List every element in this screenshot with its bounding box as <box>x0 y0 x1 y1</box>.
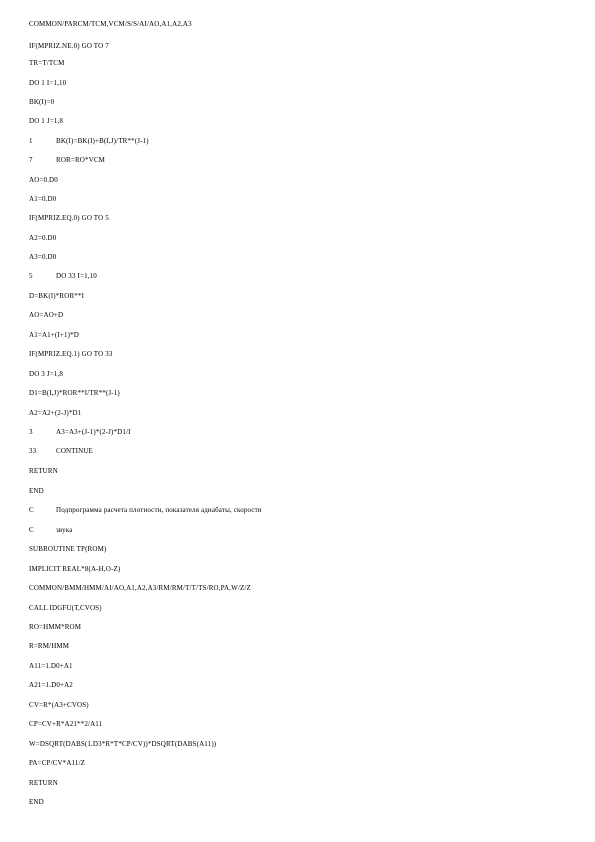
statement-label: 3 <box>29 428 33 436</box>
code-line <box>29 214 109 223</box>
code-text: COMMON/BMM/HMM/AI/AO,A1,A2,A3/RM/RM/T/T/TS/RO,PA,W/Z/Z <box>29 584 251 592</box>
code-line <box>29 331 79 340</box>
code-text: D=BK(I)*ROR**I <box>29 292 85 300</box>
code-line <box>29 467 58 476</box>
code-text: IF(MPRIZ.EQ.0) GO TO 5 <box>29 214 109 222</box>
code-line <box>29 642 69 651</box>
code-line <box>29 662 73 671</box>
code-text: CV=R*(A3+CVOS) <box>29 701 89 709</box>
code-line <box>29 350 113 359</box>
code-text: A3=A3+(J-1)*(2-J)*D1/I <box>56 428 131 436</box>
code-text: SUBROUTINE TP(ROM) <box>29 545 107 553</box>
code-text: ROR=RO*VCM <box>56 156 106 164</box>
statement-label: 7 <box>29 156 33 164</box>
code-line <box>29 681 73 690</box>
code-text: звука <box>56 526 73 534</box>
statement-label: 1 <box>29 137 33 145</box>
code-text: COMMON/PARCM/TCM,VCM/S/S/AI/AO,A1,A2,A3 <box>29 20 192 28</box>
code-text: TR=T/TCM <box>29 59 65 67</box>
code-text: Подпрограмма расчета плотности, показателя адиабаты, скорости <box>56 506 262 514</box>
code-line <box>29 526 72 535</box>
code-text: A2=0.D0 <box>29 234 57 242</box>
statement-label: 33 <box>29 447 37 455</box>
code-line <box>29 292 84 301</box>
code-line <box>29 779 58 788</box>
code-line <box>29 176 58 185</box>
code-line <box>29 545 106 554</box>
statement-label: 5 <box>29 272 33 280</box>
code-text: R=RM/HMM <box>29 642 70 650</box>
code-text: CONTINUE <box>56 447 93 455</box>
code-line <box>29 720 102 729</box>
code-line <box>29 701 89 710</box>
code-line <box>29 370 63 379</box>
code-line <box>29 42 109 51</box>
code-text: CP=CV+R*A21**2/A11 <box>29 720 103 728</box>
code-line <box>29 409 81 418</box>
code-line <box>29 428 131 437</box>
code-line <box>29 584 251 593</box>
code-line <box>29 389 120 398</box>
code-line <box>29 447 93 456</box>
code-line <box>29 234 56 243</box>
code-line <box>29 98 54 107</box>
code-text: A3=0.D0 <box>29 253 57 261</box>
code-line <box>29 740 216 749</box>
code-text: DO 1 J=1,8 <box>29 117 64 125</box>
code-text: BK(I)=0 <box>29 98 55 106</box>
code-line <box>29 506 262 515</box>
code-text: IF(MPRIZ.EQ.1) GO TO 33 <box>29 350 113 358</box>
code-line <box>29 272 97 281</box>
code-line <box>29 253 56 262</box>
code-line <box>29 79 66 88</box>
code-text: CALL IDGFU(T,CVOS) <box>29 604 102 612</box>
code-text: IMPLICIT REAL*8(A-H,O-Z) <box>29 565 121 573</box>
code-text: END <box>29 798 44 806</box>
code-text: RETURN <box>29 467 58 475</box>
code-text: RO=HMM*ROM <box>29 623 82 631</box>
code-line <box>29 798 44 807</box>
code-line <box>29 156 105 165</box>
code-text: A1=0.D0 <box>29 195 57 203</box>
code-text: PA=CP/CV*A11/Z <box>29 759 86 767</box>
code-text: DO 33 I=1,10 <box>56 272 97 280</box>
code-text: DO 3 J=1,8 <box>29 370 64 378</box>
code-text: A2=A2+(2-J)*D1 <box>29 409 82 417</box>
statement-label: C <box>29 526 34 534</box>
code-line <box>29 623 81 632</box>
code-text: BK(I)=BK(I)+B(I,J)/TR**(J-1) <box>56 137 149 145</box>
code-line <box>29 604 102 613</box>
code-text: W=DSQRT(DABS(1.D3*R*T*CP/CV))*DSQRT(DABS(A11)) <box>29 740 217 748</box>
code-line <box>29 311 63 320</box>
code-line <box>29 195 56 204</box>
code-text: AO=0.D0 <box>29 176 58 184</box>
statement-label: C <box>29 506 34 514</box>
code-text: IF(MPRIZ.NE.0) GO TO 7 <box>29 42 109 50</box>
code-text: END <box>29 487 44 495</box>
code-text: A11=1.D0+A1 <box>29 662 73 670</box>
code-text: A21=1.D0+A2 <box>29 681 73 689</box>
code-line <box>29 117 63 126</box>
code-line <box>29 20 192 29</box>
code-line <box>29 59 64 68</box>
code-text: RETURN <box>29 779 58 787</box>
code-text: DO 1 I=1,10 <box>29 79 67 87</box>
code-text: D1=B(I,J)*ROR**I/TR**(J-1) <box>29 389 120 397</box>
code-line <box>29 487 44 496</box>
code-text: AO=AO+D <box>29 311 64 319</box>
code-line <box>29 759 85 768</box>
code-text: A1=A1+(I+1)*D <box>29 331 79 339</box>
code-line <box>29 565 120 574</box>
code-line <box>29 137 149 146</box>
